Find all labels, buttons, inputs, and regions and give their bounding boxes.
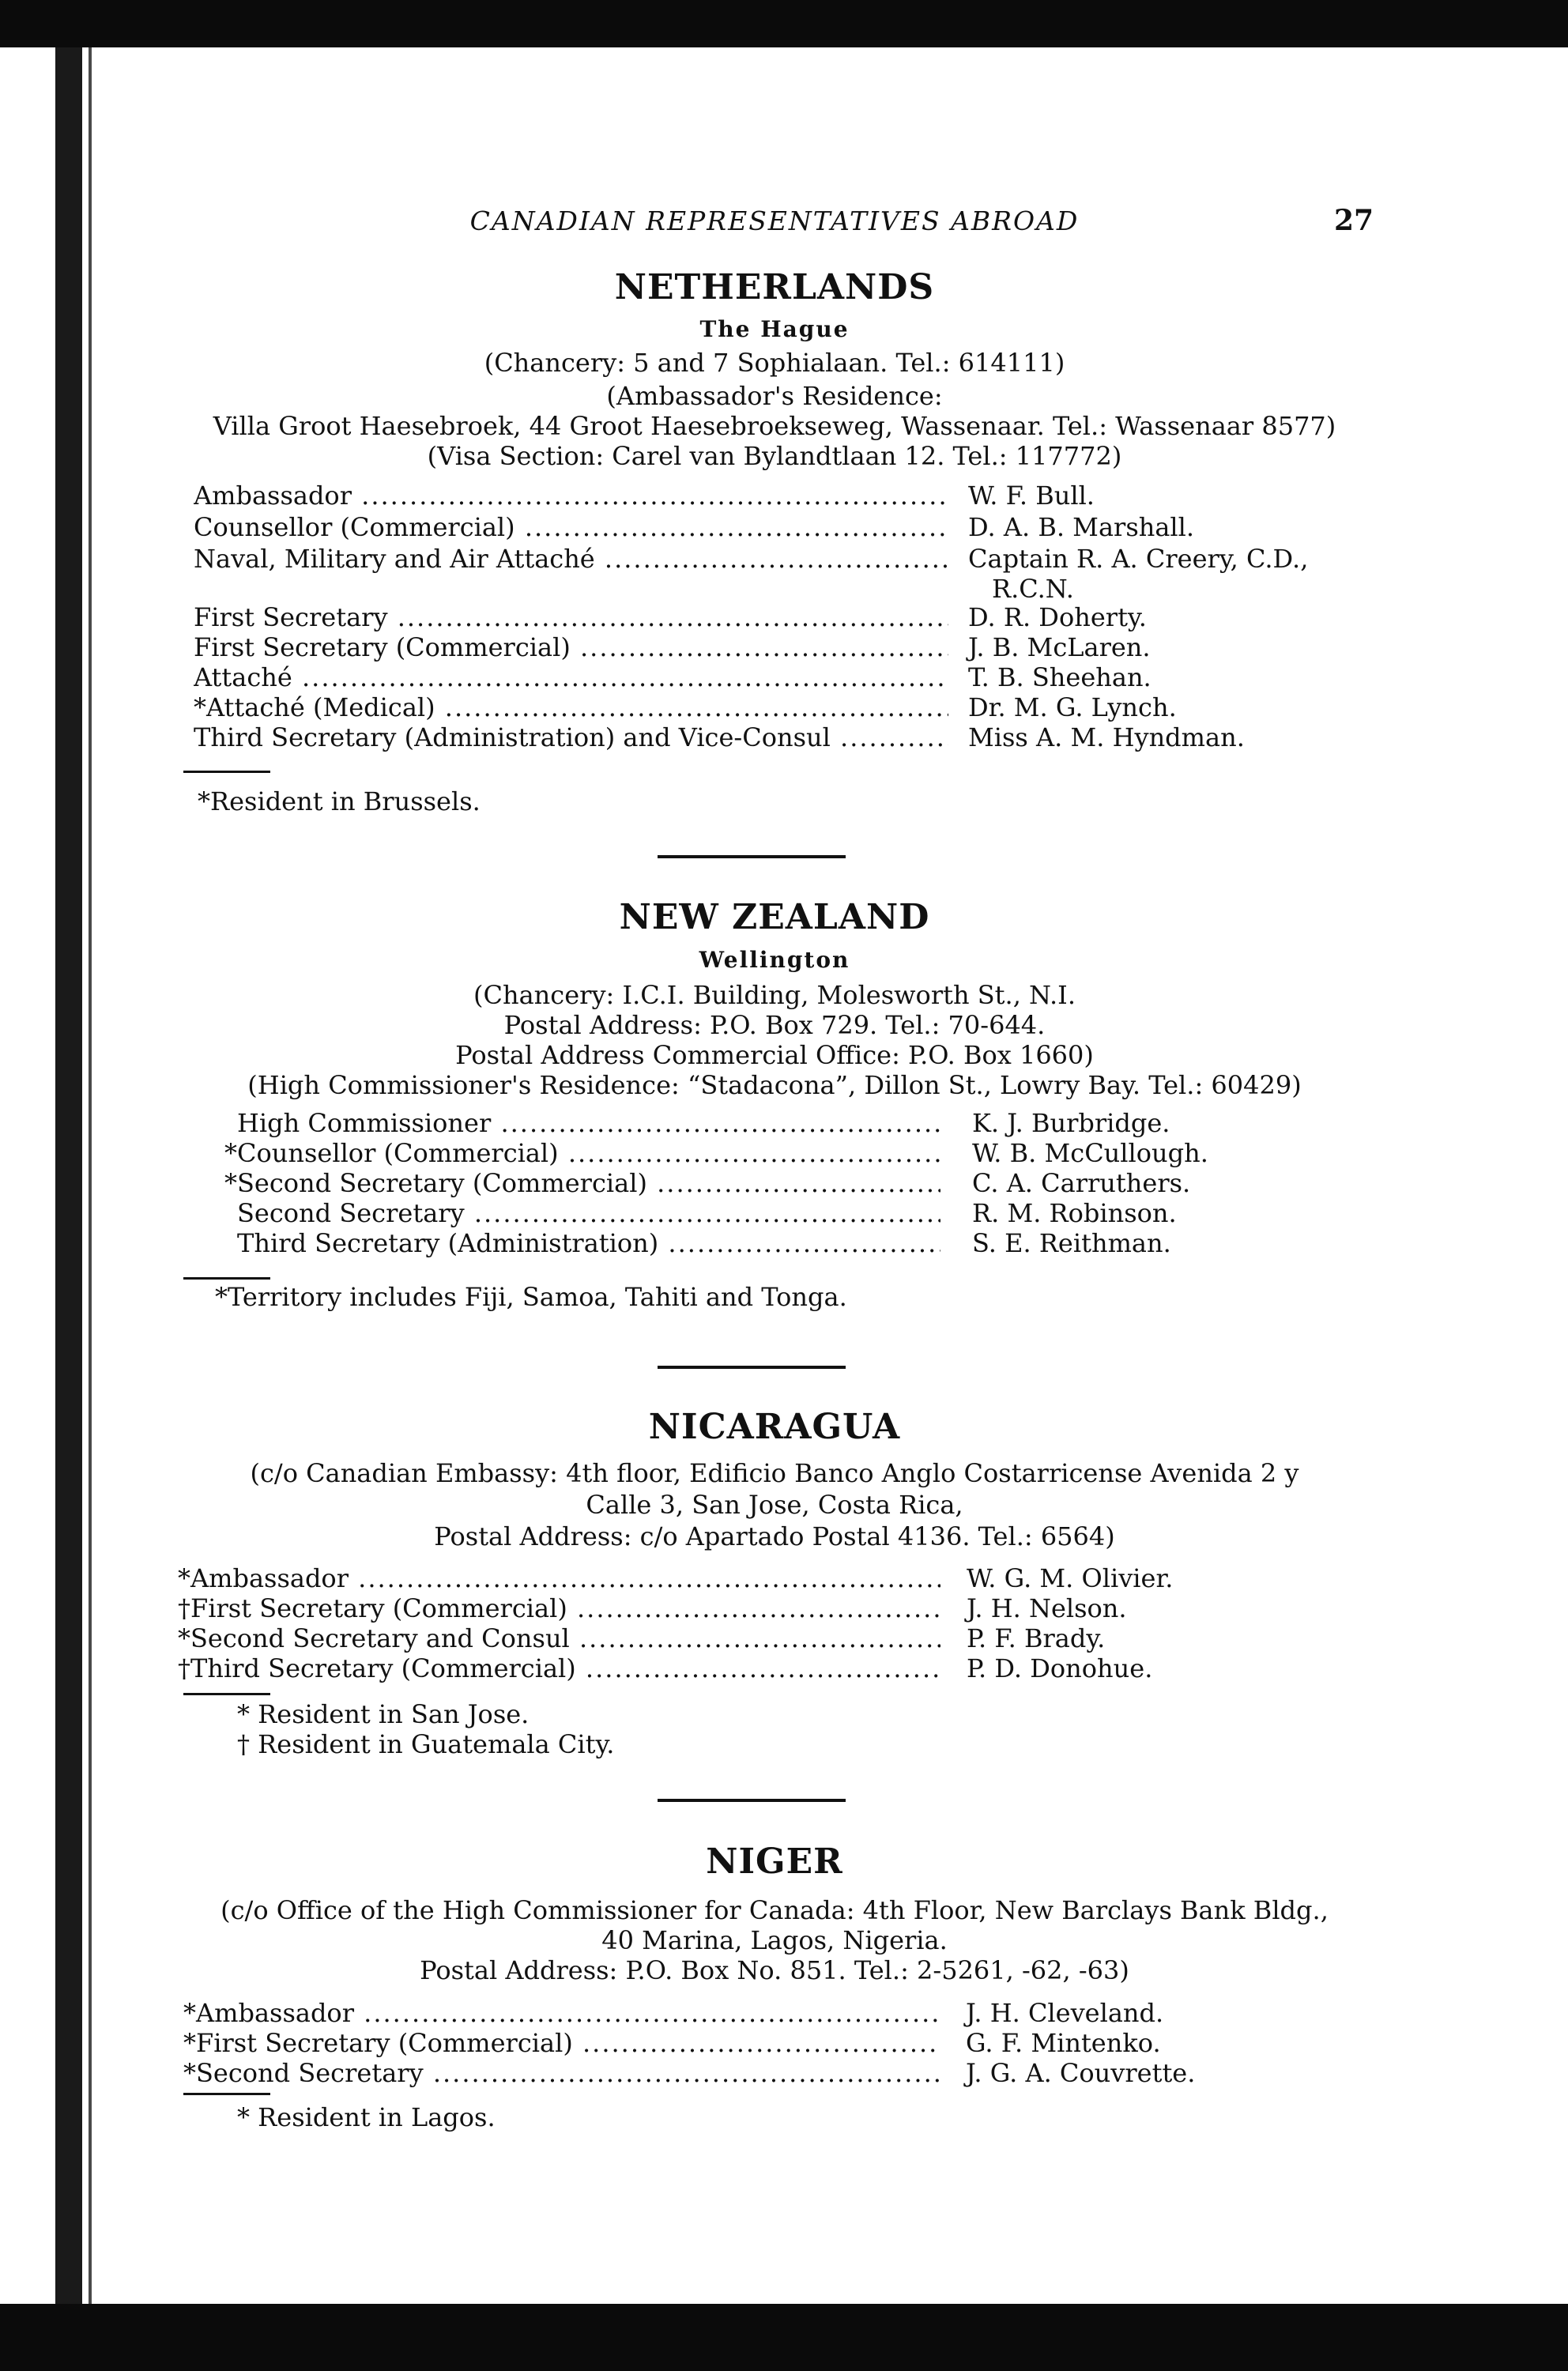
staff-role: Naval, Military and Air Attaché ..... <box>194 544 948 574</box>
section-title-netherlands: NETHERLANDS <box>614 267 935 307</box>
staff-role: Ambassador ..... <box>194 481 948 511</box>
staff-role: *Second Secretary ..... <box>183 2058 940 2088</box>
address-line: (Chancery: 5 and 7 Sophialaan. Tel.: 614111) <box>484 348 1065 378</box>
staff-role: *Second Secretary (Commercial) ..... <box>224 1168 940 1198</box>
footnote: † Resident in Guatemala City. <box>237 1729 615 1759</box>
staff-row <box>178 1623 1363 1655</box>
staff-role: *First Secretary (Commercial) ..... <box>183 2028 940 2058</box>
staff-role: High Commissioner ..... <box>237 1108 940 1138</box>
staff-name: W. B. McCullough. <box>972 1138 1208 1168</box>
staff-name: J. H. Cleveland. <box>966 1998 1164 2028</box>
staff-row <box>194 722 1363 754</box>
staff-role: First Secretary ..... <box>194 602 948 632</box>
staff-role: †First Secretary (Commercial) ..... <box>178 1593 940 1623</box>
staff-row <box>237 1108 1363 1140</box>
address-line: (Ambassador's Residence: <box>606 381 943 411</box>
address-line: Postal Address: P.O. Box 729. Tel.: 70-644. <box>503 1010 1046 1040</box>
staff-role: *Ambassador ..... <box>183 1998 940 2028</box>
staff-role: *Attaché (Medical) ..... <box>194 692 948 722</box>
staff-row <box>194 662 1363 694</box>
section-divider <box>658 1799 846 1802</box>
staff-name: D. R. Doherty. <box>968 602 1147 632</box>
staff-name: D. A. B. Marshall. <box>968 512 1195 542</box>
address-line: (c/o Canadian Embassy: 4th floor, Edificio Banco Anglo Costarricense Avenida 2 y <box>250 1458 1299 1488</box>
section-title-new-zealand: NEW ZEALAND <box>619 897 930 937</box>
staff-role: First Secretary (Commercial) ..... <box>194 632 948 662</box>
staff-role: Third Secretary (Administration) and Vice-Consul ..... <box>194 722 948 752</box>
staff-row <box>183 2058 1363 2090</box>
staff-row <box>178 1653 1363 1685</box>
staff-role: *Counsellor (Commercial) ..... <box>224 1138 940 1168</box>
address-line: (High Commissioner's Residence: “Stadacona”, Dillon St., Lowry Bay. Tel.: 60429) <box>247 1070 1302 1100</box>
staff-role: *Ambassador ..... <box>178 1563 940 1593</box>
staff-row <box>194 512 1363 544</box>
staff-role: *Second Secretary and Consul ..... <box>178 1623 940 1653</box>
address-line: Postal Address: P.O. Box No. 851. Tel.: 2-5261, -62, -63) <box>420 1955 1129 1985</box>
staff-role: Counsellor (Commercial) ..... <box>194 512 948 542</box>
staff-name: Miss A. M. Hyndman. <box>968 722 1245 752</box>
staff-name: P. D. Donohue. <box>967 1653 1153 1683</box>
staff-row <box>194 692 1363 724</box>
address-line: Calle 3, San Jose, Costa Rica, <box>586 1490 963 1520</box>
staff-name: J. G. A. Couvrette. <box>966 2058 1196 2088</box>
staff-row <box>237 1228 1363 1260</box>
address-line: (Visa Section: Carel van Bylandtlaan 12. Tel.: 117772) <box>427 441 1122 471</box>
running-head: CANADIAN REPRESENTATIVES ABROAD <box>469 205 1080 236</box>
staff-name: S. E. Reithman. <box>972 1228 1171 1258</box>
staff-row <box>178 1593 1363 1625</box>
footnote: *Territory includes Fiji, Samoa, Tahiti and Tonga. <box>215 1282 847 1312</box>
city-name: Wellington <box>699 947 850 973</box>
staff-name: G. F. Mintenko. <box>966 2028 1161 2058</box>
address-line: (c/o Office of the High Commissioner for Canada: 4th Floor, New Barclays Bank Bldg., <box>220 1895 1329 1925</box>
staff-name: J. B. McLaren. <box>968 632 1151 662</box>
page-number: 27 <box>1334 204 1374 237</box>
staff-role: †Third Secretary (Commercial) ..... <box>178 1653 940 1683</box>
staff-name: R. M. Robinson. <box>972 1198 1177 1228</box>
footnote-rule <box>183 771 270 773</box>
section-title-nicaragua: NICARAGUA <box>648 1407 901 1447</box>
staff-name: J. H. Nelson. <box>967 1593 1127 1623</box>
staff-role: Third Secretary (Administration) ..... <box>237 1228 940 1258</box>
city-name: The Hague <box>699 316 850 342</box>
staff-name: Dr. M. G. Lynch. <box>968 692 1177 722</box>
staff-name: Captain R. A. Creery, C.D., <box>968 544 1309 574</box>
address-line: (Chancery: I.C.I. Building, Molesworth St., N.I. <box>473 980 1076 1010</box>
footnote: * Resident in San Jose. <box>237 1699 530 1729</box>
staff-row <box>224 1138 1363 1170</box>
staff-name: P. F. Brady. <box>967 1623 1106 1653</box>
section-title-niger: NIGER <box>706 1841 843 1882</box>
staff-name: W. G. M. Olivier. <box>967 1563 1174 1593</box>
address-line: Postal Address Commercial Office: P.O. Box 1660) <box>455 1040 1094 1070</box>
staff-name: C. A. Carruthers. <box>972 1168 1191 1198</box>
staff-row <box>183 1998 1363 2030</box>
address-line: Postal Address: c/o Apartado Postal 4136. Tel.: 6564) <box>434 1521 1115 1551</box>
section-divider <box>658 1366 846 1369</box>
footnote: * Resident in Lagos. <box>237 2102 496 2132</box>
staff-name: W. F. Bull. <box>968 481 1095 511</box>
staff-role: Attaché ..... <box>194 662 948 692</box>
footnote-rule <box>183 1277 270 1280</box>
footnote-rule <box>183 1693 270 1695</box>
staff-role: Second Secretary ..... <box>237 1198 940 1228</box>
staff-row <box>237 1198 1363 1230</box>
staff-row <box>194 632 1363 664</box>
staff-name-continued: R.C.N. <box>992 574 1074 604</box>
staff-row <box>194 602 1363 634</box>
staff-row <box>224 1168 1363 1200</box>
address-line: 40 Marina, Lagos, Nigeria. <box>601 1925 948 1955</box>
staff-row <box>194 544 1363 604</box>
section-divider <box>658 855 846 858</box>
staff-row <box>183 2028 1363 2060</box>
address-line: Villa Groot Haesebroek, 44 Groot Haesebroekseweg, Wassenaar. Tel.: Wassenaar 8577) <box>213 411 1336 441</box>
footnote: *Resident in Brussels. <box>198 786 481 816</box>
staff-row <box>194 481 1363 512</box>
staff-name: T. B. Sheehan. <box>968 662 1152 692</box>
footnote-rule <box>183 2093 270 2095</box>
staff-name: K. J. Burbridge. <box>972 1108 1170 1138</box>
staff-row <box>178 1563 1363 1595</box>
